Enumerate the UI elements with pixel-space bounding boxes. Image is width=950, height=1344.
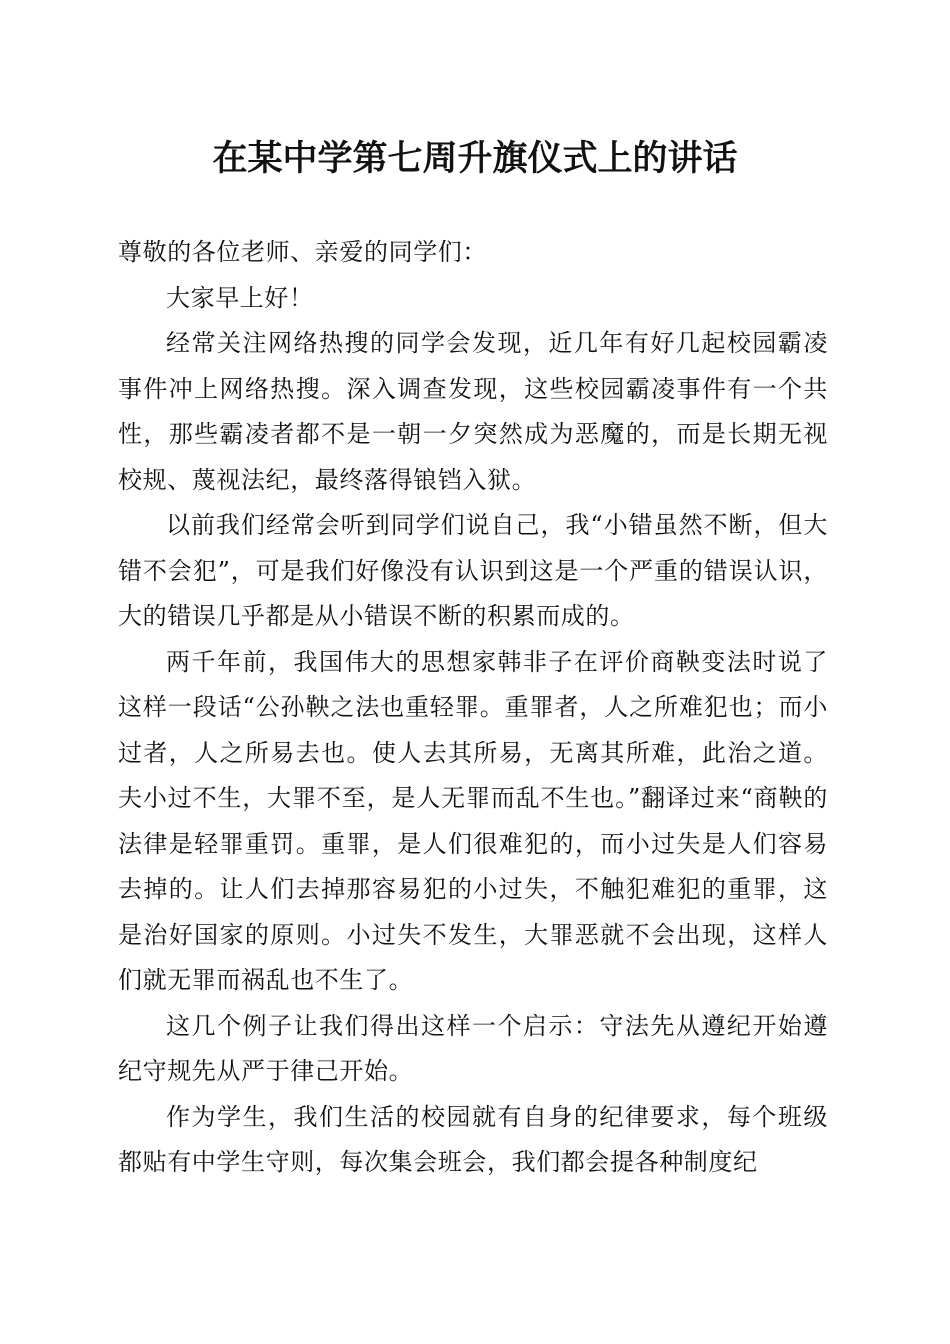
salutation: 尊敬的各位老师、亲爱的同学们： <box>118 238 487 266</box>
paragraph-greeting: 大家早上好！ <box>166 283 314 312</box>
paragraph-school-rules: 作为学生，我们生活的校园就有自身的纪律要求，每个班级都贴有中学生守则，每次集会班会，我们都会提各种制度纪 <box>118 1102 828 1176</box>
paragraph-lesson: 这几个例子让我们得出这样一个启示：守法先从遵纪开始遵纪守规先从严于律己开始。 <box>118 1011 828 1085</box>
document-title: 在某中学第七周升旗仪式上的讲话 <box>212 138 738 179</box>
paragraph-bullying: 经常关注网络热搜的同学会发现，近几年有好几起校园霸凌事件冲上网络热搜。深入调查发现，这些校园霸凌事件有一个共性，那些霸凌者都不是一朝一夕突然成为恶魔的，而是长期无视校规、蔑视法纪，最终落得锒铛入狱。 <box>118 329 828 494</box>
speech-body <box>118 230 828 1186</box>
paragraph-small-errors: 以前我们经常会听到同学们说自己，我“小错虽然不断，但大错不会犯”，可是我们好像没有认识到这是一个严重的错误认识，大的错误几乎都是从小错误不断的积累而成的。 <box>118 511 828 630</box>
paragraph-han-feizi: 两千年前，我国伟大的思想家韩非子在评价商鞅变法时说了这样一段话“公孙鞅之法也重轻罪。重罪者，人之所难犯也；而小过者，人之所易去也。使人去其所易，无离其所难，此治之道。夫小过不生，大罪不至，是人无罪而乱不生也。”翻译过来“商鞅的法律是轻罪重罚。重罪，是人们很难犯的，而小过失是人们容易去掉的。让人们去掉那容易犯的小过失，不触犯难犯的重罪，这是治好国家的原则。小过失不发生，大罪恶就不会出现，这样人们就无罪而祸乱也不生了。 <box>118 647 828 994</box>
